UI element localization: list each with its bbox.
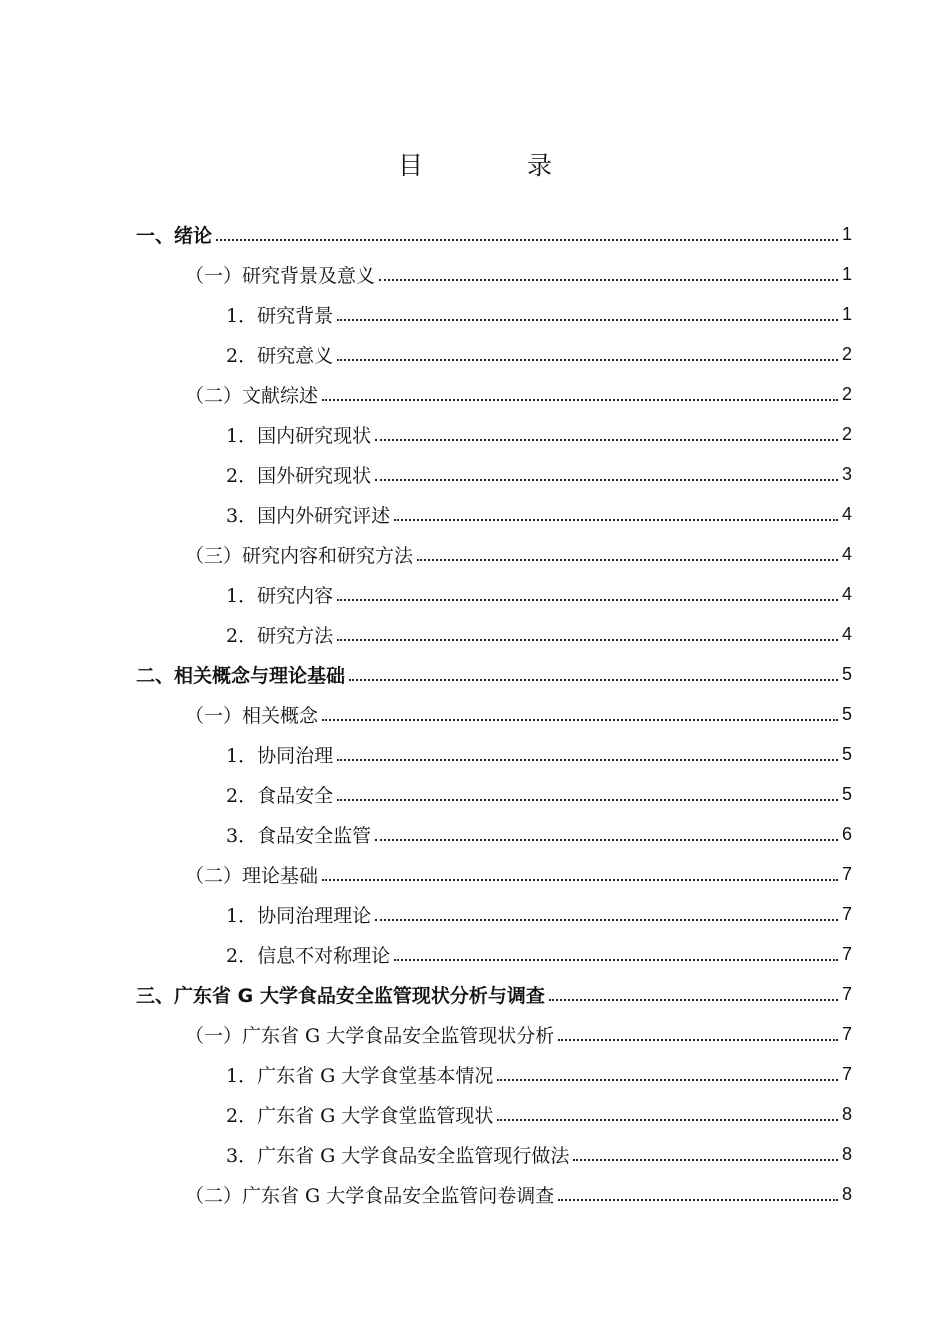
- toc-entry[interactable]: [226, 934, 852, 974]
- dot-leader: [573, 1145, 838, 1161]
- toc-entry-label: 1．协同治理: [226, 744, 334, 767]
- toc-entry[interactable]: [226, 734, 852, 774]
- page-title: 目 录: [398, 151, 600, 180]
- toc-entry-label: （三）研究内容和研究方法: [185, 544, 414, 567]
- toc-entry-page: 1: [841, 263, 852, 284]
- toc-entry-label: 3．食品安全监管: [226, 824, 372, 847]
- toc-entry-label: 1．国内研究现状: [226, 424, 372, 447]
- toc-entry-page: 7: [841, 1063, 852, 1084]
- toc-entry-page: 4: [841, 623, 852, 644]
- dot-leader: [375, 425, 838, 441]
- dot-leader: [558, 1185, 838, 1201]
- toc-entry[interactable]: [226, 294, 852, 334]
- toc-entry[interactable]: [136, 974, 852, 1014]
- dot-leader: [379, 265, 838, 281]
- toc-entry[interactable]: [226, 334, 852, 374]
- dot-leader: [322, 705, 838, 721]
- toc-entry-page: 6: [841, 823, 852, 844]
- dot-leader: [394, 505, 838, 521]
- dot-leader: [394, 945, 838, 961]
- toc-entry[interactable]: [226, 894, 852, 934]
- toc-entry[interactable]: [136, 654, 852, 694]
- toc-entry-page: 1: [841, 303, 852, 324]
- toc-entry-label: （二）文献综述: [185, 384, 319, 407]
- toc-entry-page: 5: [841, 703, 852, 724]
- toc-entry-label: 二、相关概念与理论基础: [136, 664, 346, 687]
- toc-entry-label: 三、广东省 G 大学食品安全监管现状分析与调查: [136, 984, 545, 1007]
- toc-entry-page: 7: [841, 943, 852, 964]
- toc-entry-page: 5: [841, 663, 852, 684]
- toc-entry[interactable]: [226, 414, 852, 454]
- dot-leader: [337, 345, 838, 361]
- toc-entry-label: 3．国内外研究评述: [226, 504, 391, 527]
- toc-entry[interactable]: [226, 494, 852, 534]
- toc-entry[interactable]: [136, 214, 852, 254]
- toc-entry-page: 5: [841, 783, 852, 804]
- dot-leader: [375, 905, 838, 921]
- toc-entry-label: 1．研究背景: [226, 304, 334, 327]
- dot-leader: [337, 585, 838, 601]
- toc-entry-label: （二）广东省 G 大学食品安全监管问卷调查: [185, 1184, 555, 1207]
- toc-entry-page: 1: [841, 223, 852, 244]
- toc-entry[interactable]: [226, 814, 852, 854]
- dot-leader: [337, 625, 838, 641]
- toc-entry-label: 1．广东省 G 大学食堂基本情况: [226, 1064, 494, 1087]
- toc-entry[interactable]: [185, 374, 852, 414]
- dot-leader: [337, 785, 838, 801]
- toc-entry-page: 7: [841, 863, 852, 884]
- dot-leader: [549, 985, 838, 1001]
- toc-entry-page: 7: [841, 903, 852, 924]
- toc-entry[interactable]: [226, 454, 852, 494]
- toc-entry[interactable]: [185, 534, 852, 574]
- toc-entry[interactable]: [185, 694, 852, 734]
- toc-entry-label: 3．广东省 G 大学食品安全监管现行做法: [226, 1144, 570, 1167]
- toc-entry-page: 7: [841, 983, 852, 1004]
- toc-entry-label: 2．广东省 G 大学食堂监管现状: [226, 1104, 494, 1127]
- toc-entry[interactable]: [185, 1174, 852, 1214]
- dot-leader: [558, 1025, 838, 1041]
- dot-leader: [375, 825, 838, 841]
- toc-entry[interactable]: [185, 854, 852, 894]
- toc-entry-label: 一、绪论: [136, 224, 213, 247]
- toc-entry-label: 2．研究意义: [226, 344, 334, 367]
- toc-entry-page: 2: [841, 383, 852, 404]
- toc-entry-label: （一）研究背景及意义: [185, 264, 376, 287]
- toc-entry[interactable]: [226, 574, 852, 614]
- toc-entry-label: 2．国外研究现状: [226, 464, 372, 487]
- toc-entry-label: （一）广东省 G 大学食品安全监管现状分析: [185, 1024, 555, 1047]
- dot-leader: [375, 465, 838, 481]
- toc-entry-page: 8: [841, 1183, 852, 1204]
- dot-leader: [349, 665, 838, 681]
- dot-leader: [322, 385, 838, 401]
- toc-entry-page: 8: [841, 1143, 852, 1164]
- toc-entry-page: 4: [841, 543, 852, 564]
- toc-entry-page: 5: [841, 743, 852, 764]
- toc-entry[interactable]: [185, 1014, 852, 1054]
- toc-entry-page: 3: [841, 463, 852, 484]
- toc-entry[interactable]: [226, 1094, 852, 1134]
- dot-leader: [322, 865, 838, 881]
- toc-entry-label: （二）理论基础: [185, 864, 319, 887]
- toc-entry[interactable]: [226, 614, 852, 654]
- toc-entry-label: 2．食品安全: [226, 784, 334, 807]
- dot-leader: [216, 225, 838, 241]
- toc-entry-page: 4: [841, 583, 852, 604]
- toc-entry[interactable]: [226, 1054, 852, 1094]
- dot-leader: [497, 1065, 838, 1081]
- toc-entry-page: 7: [841, 1023, 852, 1044]
- dot-leader: [417, 545, 838, 561]
- dot-leader: [337, 305, 838, 321]
- toc-entry-page: 2: [841, 423, 852, 444]
- toc-entry-label: 1．协同治理理论: [226, 904, 372, 927]
- toc-entry[interactable]: [185, 254, 852, 294]
- toc-entry-label: 2．研究方法: [226, 624, 334, 647]
- dot-leader: [497, 1105, 838, 1121]
- toc-entry-label: （一）相关概念: [185, 704, 319, 727]
- toc-entry-label: 1．研究内容: [226, 584, 334, 607]
- toc-entry-page: 4: [841, 503, 852, 524]
- toc-entry[interactable]: [226, 774, 852, 814]
- dot-leader: [337, 745, 838, 761]
- toc-entry-label: 2．信息不对称理论: [226, 944, 391, 967]
- toc-entry-page: 2: [841, 343, 852, 364]
- toc-entry[interactable]: [226, 1134, 852, 1174]
- toc-entry-page: 8: [841, 1103, 852, 1124]
